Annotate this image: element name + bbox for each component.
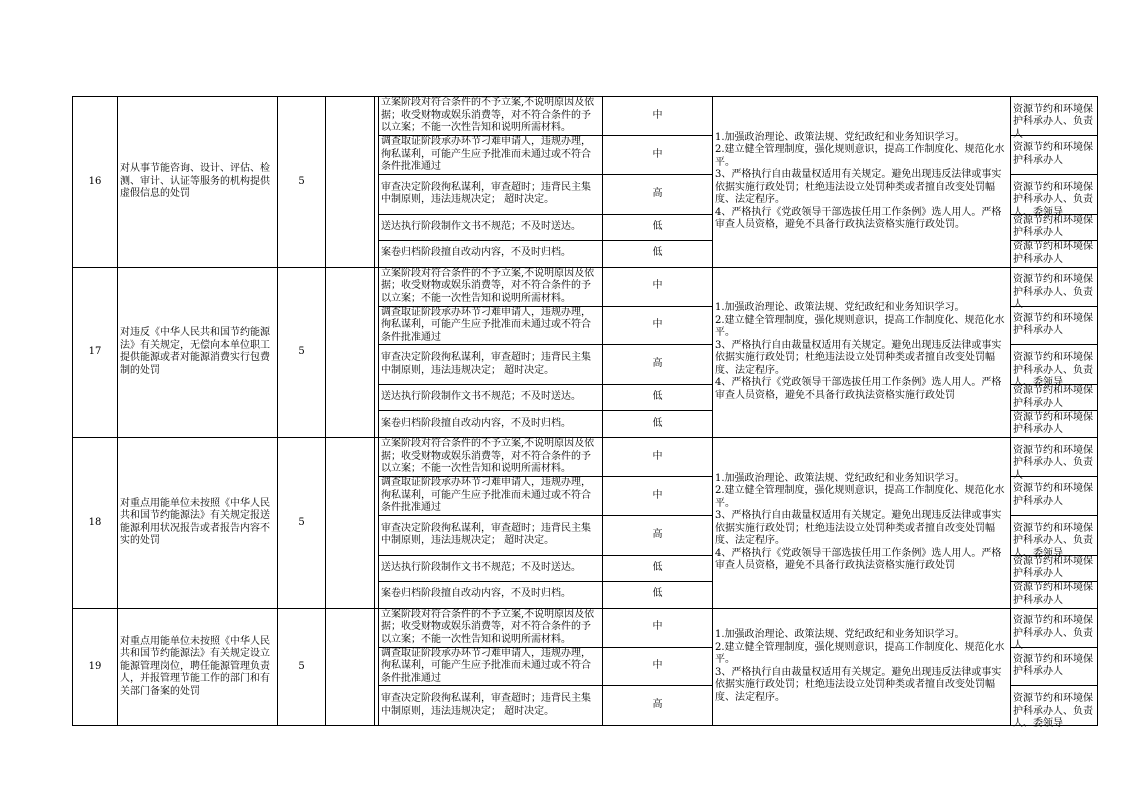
responsible-person-text: 资源节约和环境保护科承办人、负责人	[1013, 444, 1093, 481]
risk-point-description	[379, 136, 603, 175]
risk-point-description-text: 送达执行阶段制作文书不规范；不及时送达。	[381, 391, 581, 403]
item-score: 5	[278, 267, 326, 438]
responsible-person	[1011, 174, 1098, 218]
table-row	[73, 267, 1098, 306]
blank-cell	[326, 97, 375, 268]
measure-line: 1.加强政治理论、政策法规、党纪政纪和业务知识学习。	[715, 302, 965, 314]
risk-point-description	[379, 555, 603, 581]
responsible-person-text: 资源节约和环境保护科承办人、负责人	[1013, 103, 1093, 140]
risk-table-page	[72, 96, 1093, 729]
table-row	[73, 608, 1098, 647]
risk-level: 中	[603, 647, 713, 686]
measure-line: 1.加强政治理论、政策法规、党纪政纪和业务知识学习。	[715, 131, 965, 143]
risk-level: 中	[603, 136, 713, 175]
risk-level: 低	[603, 555, 713, 581]
item-number: 16	[73, 97, 118, 268]
item-number: 19	[73, 608, 118, 726]
risk-level: 低	[603, 581, 713, 608]
measure-line: 3、严格执行自由裁量权适用有关规定。避免出现违反法律或事实依据实施行政处罚；杜绝违法设立处罚种类或者擅自改变处罚幅度、法定程序。	[715, 339, 1002, 376]
responsible-person	[1011, 686, 1098, 729]
measure-line: 2.建立健全管理制度，强化规则意识，提高工作制度化、规范化水平。	[715, 641, 1005, 666]
risk-level: 中	[603, 438, 713, 477]
risk-point-description	[379, 438, 603, 477]
risk-level: 高	[603, 345, 713, 385]
risk-table-body	[73, 97, 1098, 729]
measure-line: 1.加强政治理论、政策法规、党纪政纪和业务知识学习。	[715, 629, 965, 641]
responsible-person-text: 资源节约和环境保护科承办人、负责人	[1013, 615, 1093, 651]
risk-point-description-text: 案卷归档阶段擅自改动内容，不及时归档。	[381, 588, 571, 600]
risk-point-description	[379, 174, 603, 214]
item-score: 5	[278, 438, 326, 609]
responsible-person-text: 资源节约和环境保护科承办人	[1013, 653, 1093, 678]
table-row	[73, 438, 1098, 477]
risk-point-description-text: 调查取证阶段承办环节刁难申请人，违规办理，徇私谋利，可能产生应予批准而未通过或不符合条件批准通过	[381, 647, 591, 684]
responsible-person	[1011, 345, 1098, 388]
risk-level: 高	[603, 686, 713, 726]
risk-level: 低	[603, 240, 713, 267]
responsible-person	[1011, 267, 1098, 310]
responsible-person	[1011, 97, 1098, 140]
risk-point-description-text: 审查决定阶段徇私谋利，审查超时；违背民主集中制原则，违法违规决定； 超时决定。	[381, 693, 591, 717]
responsible-person-text: 资源节约和环境保护科承办人	[1013, 312, 1093, 337]
risk-point-description	[379, 385, 603, 411]
risk-point-description-text: 审查决定阶段徇私谋利，审查超时；违背民主集中制原则，违法违规决定； 超时决定。	[381, 352, 591, 376]
responsible-person	[1011, 477, 1098, 516]
risk-point-description-text: 立案阶段对符合条件的不予立案,不说明原因及依据；收受财物或娱乐消费等，对不符合条件的予以立案；不能一次性告知和说明所需材料。	[381, 608, 595, 645]
risk-point-description	[379, 477, 603, 516]
responsible-person-text: 资源节约和环境保护科承办人、负责人	[1013, 274, 1093, 310]
item-score: 5	[278, 608, 326, 726]
measure-line: 3、严格执行自由裁量权适用有关规定。避免出现违反法律或事实依据实施行政处罚；杜绝违法设立处罚种类或者擅自改变处罚幅度、法定程序。	[715, 510, 1002, 547]
responsible-person-text: 资源节约和环境保护科承办人	[1013, 385, 1093, 409]
risk-point-description	[379, 647, 603, 686]
risk-point-description-text: 立案阶段对符合条件的不予立案,不说明原因及依据；收受财物或娱乐消费等，对不符合条件的予以立案；不能一次性告知和说明所需材料。	[381, 97, 595, 134]
prevention-measures	[713, 97, 1011, 268]
responsible-person-text: 资源节约和环境保护科承办人	[1013, 411, 1093, 435]
measure-line: 4、严格执行《党政领导干部选拔任用工作条例》选人用人。严格审查人员资格，避免不具备行政执法资格实施行政处罚	[715, 547, 1002, 572]
penalty-item-name: 对从事节能咨询、设计、评估、检测、审计、认证等服务的机构提供虚假信息的处罚	[118, 97, 278, 268]
penalty-item-name: 对重点用能单位未按照《中华人民共和国节约能源法》有关规定设立能源管理岗位，聘任能源管理负责人，并报管理节能工作的部门和有关部门备案的处罚	[118, 608, 278, 726]
measure-line: 3、严格执行自由裁量权适用有关规定。避免出现违反法律或事实依据实施行政处罚；杜绝违法设立处罚种类或者擅自改变处罚幅度、法定程序。	[715, 666, 1002, 703]
risk-point-description-text: 案卷归档阶段擅自改动内容，不及时归档。	[381, 417, 571, 429]
risk-point-description	[379, 267, 603, 306]
risk-level: 中	[603, 608, 713, 647]
risk-point-description-text: 立案阶段对符合条件的不予立案,不说明原因及依据；收受财物或娱乐消费等，对不符合条件的予以立案；不能一次性告知和说明所需材料。	[381, 267, 595, 304]
responsible-person	[1011, 608, 1098, 651]
risk-point-description	[379, 214, 603, 240]
risk-point-description-text: 送达执行阶段制作文书不规范；不及时送达。	[381, 561, 581, 573]
risk-level: 中	[603, 477, 713, 516]
responsible-person-text: 资源节约和环境保护科承办人	[1013, 241, 1093, 265]
risk-control-table	[72, 96, 1098, 729]
risk-level: 低	[603, 411, 713, 438]
risk-level: 中	[603, 306, 713, 345]
item-number: 17	[73, 267, 118, 438]
risk-point-description	[379, 345, 603, 385]
risk-level: 中	[603, 267, 713, 306]
measure-line: 2.建立健全管理制度，强化规则意识，提高工作制度化、规范化水平。	[715, 144, 1005, 168]
responsible-person-text: 资源节约和环境保护科承办人、负责人、委领导	[1013, 181, 1093, 218]
responsible-person-text: 资源节约和环境保护科承办人	[1013, 582, 1093, 606]
responsible-person	[1011, 136, 1098, 175]
measure-line: 2.建立健全管理制度，强化规则意识，提高工作制度化、规范化水平。	[715, 314, 1005, 339]
measure-line: 1.加强政治理论、政策法规、党纪政纪和业务知识学习。	[715, 472, 965, 484]
prevention-measures	[713, 267, 1011, 438]
risk-point-description-text: 审查决定阶段徇私谋利，审查超时；违背民主集中制原则，违法违规决定； 超时决定。	[381, 522, 591, 546]
item-score: 5	[278, 97, 326, 268]
risk-point-description-text: 调查取证阶段承办环节刁难申请人，违规办理，徇私谋利，可能产生应予批准而未通过或不符合条件批准通过	[381, 477, 591, 513]
risk-level: 低	[603, 385, 713, 411]
measure-line: 2.建立健全管理制度，强化规则意识，提高工作制度化、规范化水平。	[715, 485, 1005, 509]
responsible-person	[1011, 581, 1098, 608]
responsible-person	[1011, 214, 1098, 240]
risk-point-description	[379, 240, 603, 267]
risk-level: 低	[603, 214, 713, 240]
responsible-person-text: 资源节约和环境保护科承办人、负责人、委领导	[1013, 352, 1093, 388]
responsible-person	[1011, 240, 1098, 267]
blank-cell	[326, 267, 375, 438]
risk-point-description-text: 审查决定阶段徇私谋利，审查超时；违背民主集中制原则，违法违规决定； 超时决定。	[381, 181, 591, 205]
penalty-item-name: 对违反《中华人民共和国节约能源法》有关规定，无偿向本单位职工提供能源或者对能源消费实行包费制的处罚	[118, 267, 278, 438]
penalty-item-name: 对重点用能单位未按照《中华人民共和国节约能源法》有关规定报送能源利用状况报告或者报告内容不实的处罚	[118, 438, 278, 609]
blank-cell	[326, 608, 375, 726]
risk-point-description	[379, 515, 603, 555]
responsible-person	[1011, 385, 1098, 411]
risk-point-description	[379, 686, 603, 726]
blank-cell	[326, 438, 375, 609]
item-number: 18	[73, 438, 118, 609]
risk-level: 高	[603, 515, 713, 555]
risk-level: 中	[603, 97, 713, 136]
prevention-measures	[713, 608, 1011, 726]
responsible-person-text: 资源节约和环境保护科承办人、负责人、委领导	[1013, 522, 1093, 559]
risk-point-description-text: 立案阶段对符合条件的不予立案,不说明原因及依据；收受财物或娱乐消费等，对不符合条件的予以立案；不能一次性告知和说明所需材料。	[381, 438, 595, 475]
responsible-person-text: 资源节约和环境保护科承办人	[1013, 555, 1093, 579]
responsible-person	[1011, 555, 1098, 581]
measure-line: 4、严格执行《党政领导干部选拔任用工作条例》选人用人。严格审查人员资格，避免不具备行政执法资格实施行政处罚	[715, 377, 1002, 401]
responsible-person-text: 资源节约和环境保护科承办人、负责人、委领导	[1013, 693, 1093, 729]
prevention-measures	[713, 438, 1011, 609]
responsible-person	[1011, 647, 1098, 686]
measure-line: 4、严格执行《党政领导干部选拔任用工作条例》选人用人。严格审查人员资格，避免不具备行政执法资格实施行政处罚。	[715, 206, 1002, 231]
table-row	[73, 97, 1098, 136]
responsible-person	[1011, 515, 1098, 559]
responsible-person-text: 资源节约和环境保护科承办人	[1013, 214, 1093, 238]
risk-point-description	[379, 608, 603, 647]
risk-point-description-text: 案卷归档阶段擅自改动内容，不及时归档。	[381, 247, 571, 259]
risk-point-description-text: 送达执行阶段制作文书不规范；不及时送达。	[381, 220, 581, 232]
risk-level: 高	[603, 174, 713, 214]
risk-point-description	[379, 411, 603, 438]
responsible-person-text: 资源节约和环境保护科承办人	[1013, 483, 1093, 507]
responsible-person-text: 资源节约和环境保护科承办人	[1013, 142, 1093, 166]
responsible-person	[1011, 411, 1098, 438]
risk-point-description-text: 调查取证阶段承办环节刁难申请人，违规办理，徇私谋利，可能产生应予批准而未通过或不符合条件批准通过	[381, 306, 591, 343]
measure-line: 3、严格执行自由裁量权适用有关规定。避免出现违反法律或事实依据实施行政处罚；杜绝违法设立处罚种类或者擅自改变处罚幅度、法定程序。	[715, 169, 1002, 206]
responsible-person	[1011, 306, 1098, 345]
responsible-person	[1011, 438, 1098, 481]
risk-point-description	[379, 97, 603, 136]
risk-point-description	[379, 306, 603, 345]
risk-point-description-text: 调查取证阶段承办环节刁难申请人，违规办理，徇私谋利，可能产生应予批准而未通过或不符合条件批准通过	[381, 136, 591, 172]
risk-point-description	[379, 581, 603, 608]
